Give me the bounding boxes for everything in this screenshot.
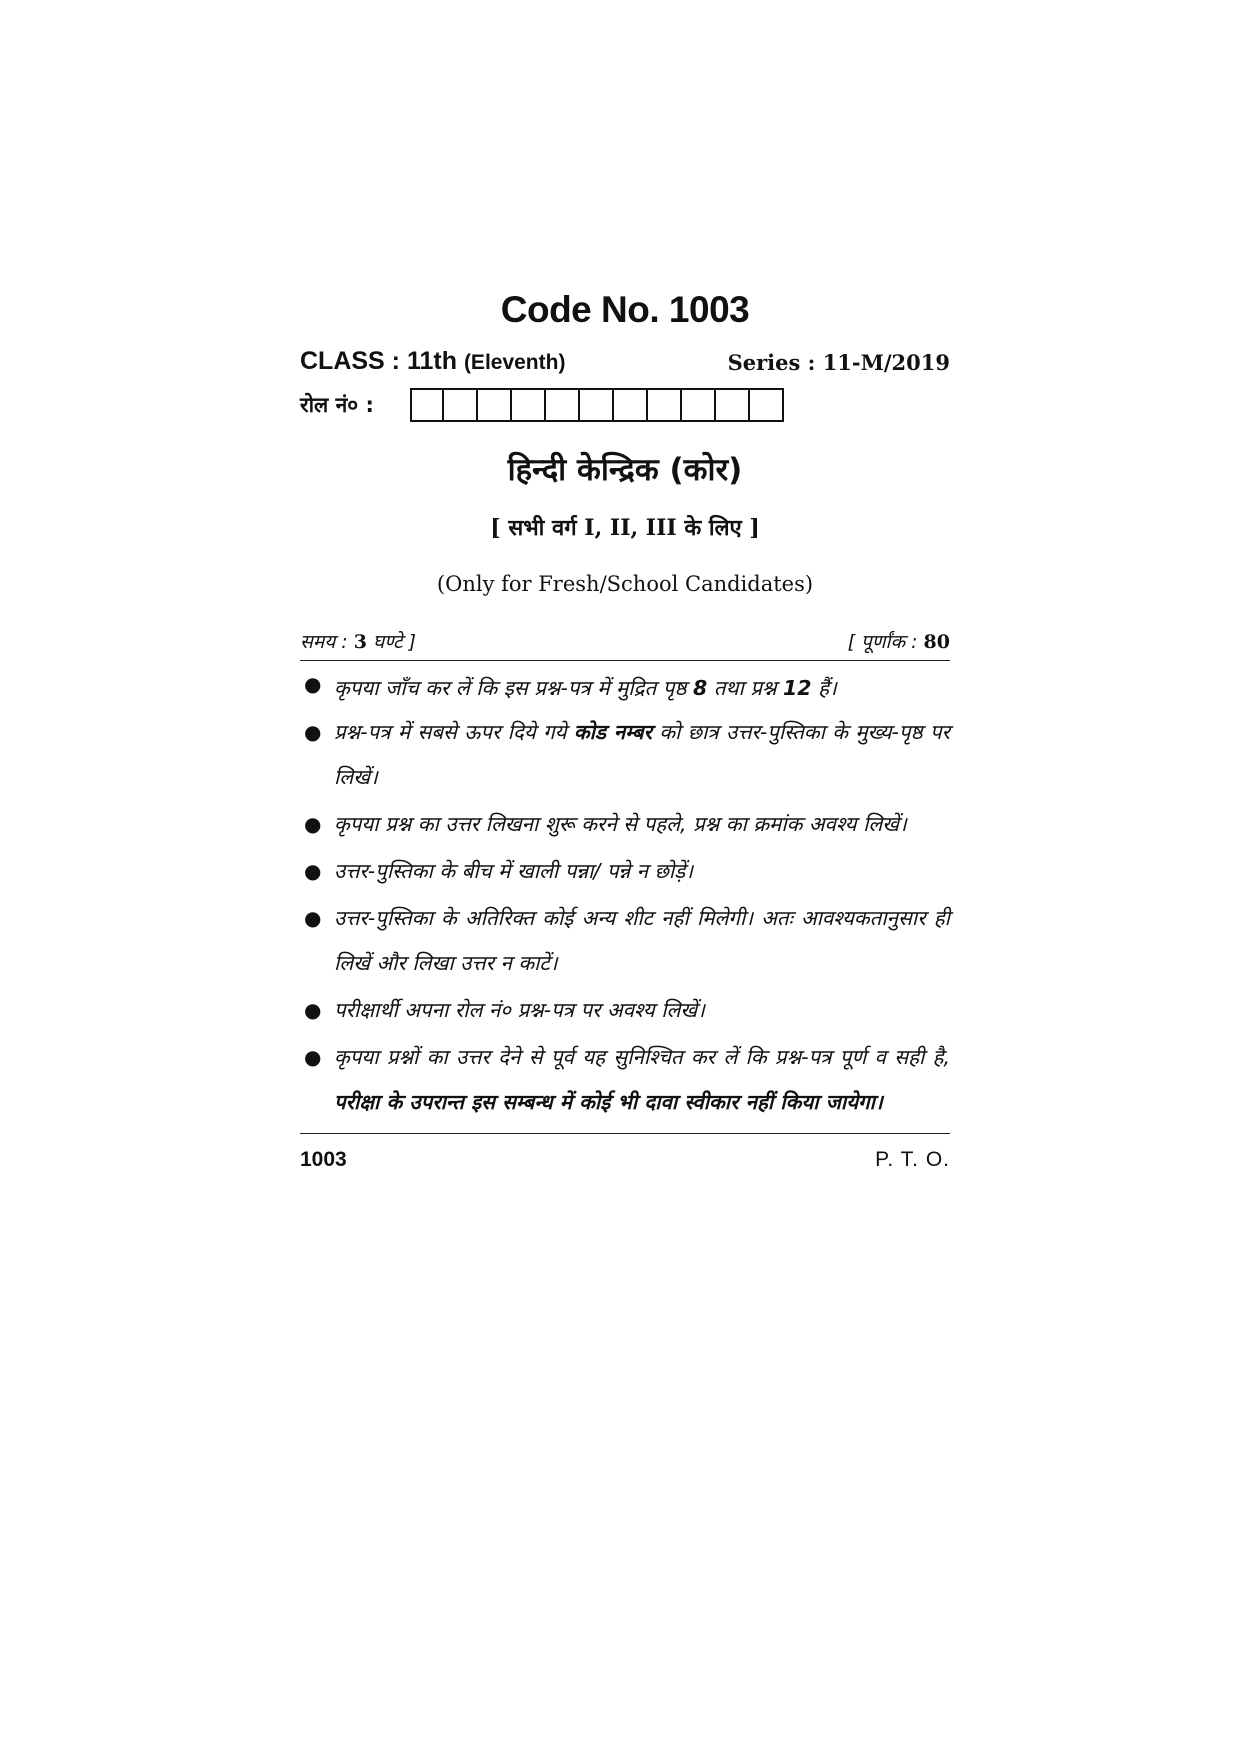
candidates-note: (Only for Fresh/School Candidates) xyxy=(436,572,814,596)
instruction-item xyxy=(300,849,950,894)
class-paren: (Eleventh) xyxy=(463,351,566,374)
time-suffix: घण्टे ] xyxy=(366,631,417,653)
instructions-list xyxy=(300,671,950,1125)
marks-value: 80 xyxy=(923,631,950,653)
instruction-item xyxy=(300,802,950,847)
roll-number-box[interactable] xyxy=(444,388,478,422)
time-value: 3 xyxy=(353,631,367,653)
max-marks xyxy=(848,626,950,658)
instruction-text: कृपया प्रश्नों का उत्तर देने से पूर्व यह सुनिश्चित कर लें कि प्रश्न-पत्र पूर्ण व सही है, xyxy=(334,1045,950,1069)
bullet-icon: ● xyxy=(304,672,322,696)
footer-code: 1003 xyxy=(300,1148,347,1171)
bullet-icon: ● xyxy=(304,1045,322,1069)
code-number: Code No. 1003 xyxy=(500,289,750,330)
sections-note: [ सभी वर्ग I, II, III के लिए ] xyxy=(490,515,760,541)
bullet-icon: ● xyxy=(304,998,322,1022)
roll-number-box[interactable] xyxy=(410,388,444,422)
roll-number-label: रोल नं० : xyxy=(300,393,374,417)
footer-divider xyxy=(300,1133,950,1134)
roll-number-box[interactable] xyxy=(614,388,648,422)
instruction-item xyxy=(300,1035,950,1125)
time-allowed xyxy=(300,626,416,658)
instruction-item xyxy=(300,671,950,708)
instruction-emphasis: कोड नम्बर xyxy=(573,720,653,744)
time-prefix: समय : xyxy=(300,631,354,653)
instruction-emphasis: परीक्षा के उपरान्त इस सम्बन्ध में कोई भी दावा स्वीकार नहीं किया जायेगा। xyxy=(334,1090,883,1114)
roll-number-box[interactable] xyxy=(716,388,750,422)
footer xyxy=(300,1148,950,1188)
bullet-icon: ● xyxy=(304,720,322,744)
instruction-text: उत्तर-पुस्तिका के बीच में खाली पन्ना/ पन्ने न छोड़ें। xyxy=(334,859,693,883)
instruction-text: कृपया प्रश्न का उत्तर लिखना शुरू करने से पहले, प्रश्न का क्रमांक अवश्य लिखें। xyxy=(334,812,907,836)
roll-number-box[interactable] xyxy=(478,388,512,422)
marks-prefix: [ पूर्णांक : xyxy=(847,631,924,653)
instruction-emphasis: 8 xyxy=(692,676,708,700)
time-marks-row xyxy=(300,626,950,661)
roll-number-box[interactable] xyxy=(580,388,614,422)
bullet-icon: ● xyxy=(304,859,322,883)
instruction-item xyxy=(300,896,950,986)
instruction-item xyxy=(300,988,950,1033)
class-info xyxy=(300,341,565,383)
roll-number-box[interactable] xyxy=(512,388,546,422)
instruction-text: प्रश्न-पत्र में सबसे ऊपर दिये गये xyxy=(334,720,574,744)
series-label: Series : 11-M/2019 xyxy=(727,350,950,375)
class-series-row xyxy=(300,341,950,381)
instruction-text: परीक्षार्थी अपना रोल नं० प्रश्न-पत्र पर अवश्य लिखें। xyxy=(334,998,705,1022)
bullet-icon: ● xyxy=(304,906,322,930)
instruction-text: तथा प्रश्न xyxy=(707,676,784,700)
roll-number-box[interactable] xyxy=(682,388,716,422)
roll-number-row xyxy=(300,384,950,426)
bullet-icon: ● xyxy=(304,812,322,836)
roll-number-box[interactable] xyxy=(750,388,784,422)
roll-number-box[interactable] xyxy=(648,388,682,422)
instruction-text: को छात्र उत्तर-पुस्तिका के मुख्य-पृष्ठ पर लिखें। xyxy=(334,720,950,789)
footer-pto: P. T. O. xyxy=(875,1148,950,1171)
roll-number-boxes xyxy=(410,388,784,422)
instruction-text: हैं। xyxy=(811,676,837,700)
instruction-text: कृपया जाँच कर लें कि इस प्रश्न-पत्र में मुद्रित पृष्ठ xyxy=(334,676,693,700)
class-label: CLASS : 11th xyxy=(300,347,457,375)
roll-number-box[interactable] xyxy=(546,388,580,422)
exam-cover-sheet xyxy=(300,285,950,1188)
instruction-item xyxy=(300,710,950,800)
subject-title: हिन्दी केन्द्रिक (कोर) xyxy=(507,452,743,488)
instruction-emphasis: 12 xyxy=(783,676,812,700)
instruction-text: उत्तर-पुस्तिका के अतिरिक्त कोई अन्य शीट नहीं मिलेगी। अतः आवश्यकतानुसार ही लिखें और लिखा उत्तर न काटें। xyxy=(334,906,950,975)
